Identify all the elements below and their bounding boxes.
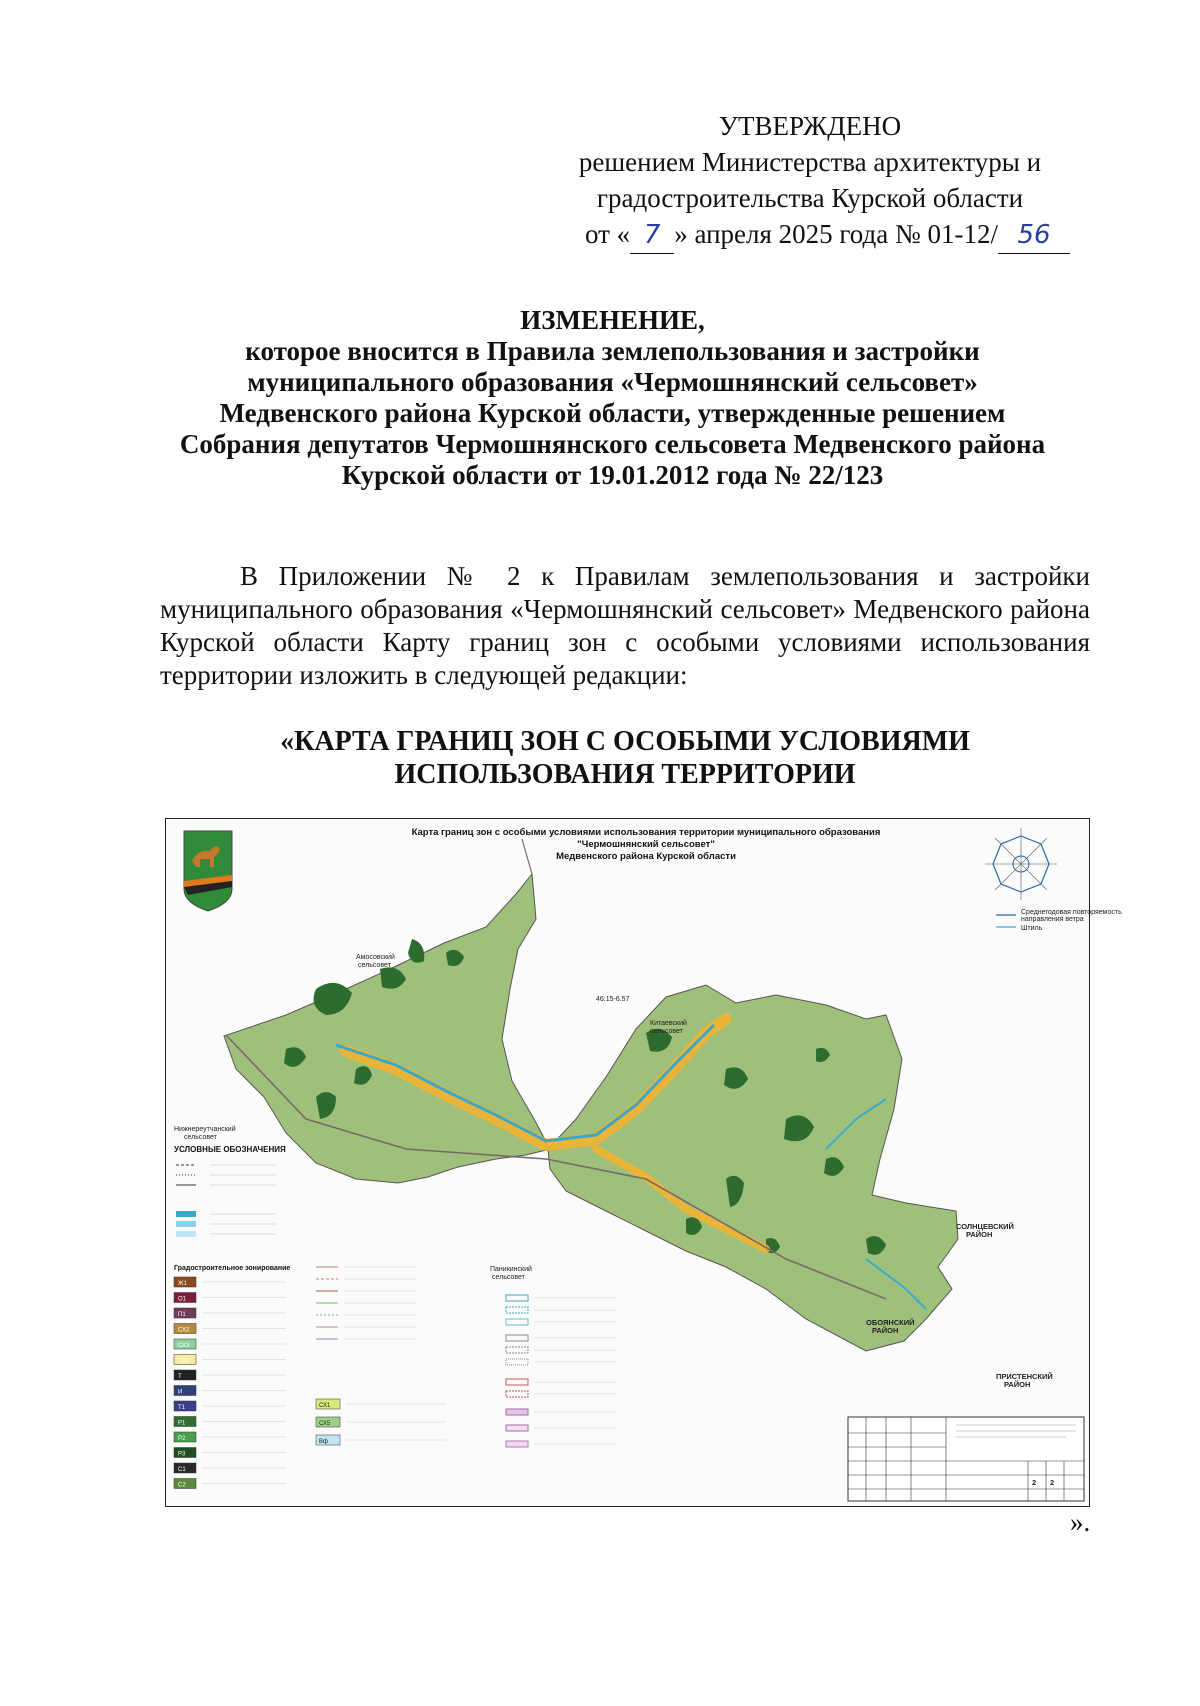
map-header-line-3: Медвенского района Курской области [556,851,736,862]
legend-zone-code: Ж1 [178,1281,187,1287]
stamp-sheet: 2 [1032,1478,1037,1487]
legend-lines [176,1165,276,1237]
territory-west [224,874,550,1183]
heading-line-1: ИЗМЕНЕНИЕ, [520,305,705,335]
heading-line-3: муниципального образования «Чермошнянский сельсовет» [247,367,978,397]
closing-quote: ». [1070,1507,1091,1537]
legend-infrastructure [316,1267,416,1339]
rose-legend-line-2: направления ветра [1021,916,1084,923]
label-cadastral: 46:15-6.57 [596,996,630,1003]
heading-line-5: Собрания депутатов Чермошнянского сельсовета Медвенского района [179,429,1046,459]
rose-legend-line-3: Штиль [1021,925,1043,932]
legend-zone-code: С2 [178,1482,186,1489]
approval-date-line [550,216,1070,254]
legend-zone-code: СХ4 [178,1358,190,1365]
legend-zone-code: Р3 [178,1451,186,1458]
approval-number-handwritten: 56 [998,217,1070,254]
legend-zone-swatches [174,1277,286,1489]
legend-restrictions [506,1295,616,1447]
legend-land-code: СХ1 [319,1403,331,1409]
label-solntsevsky: СОЛНЦЕВСКИЙ [956,1222,1014,1231]
map-drawing [166,819,1122,1506]
approval-line-1: решением Министерства архитектуры и [578,147,1042,177]
approval-date-prefix: от « [584,219,631,249]
zoning-map [165,818,1122,1507]
legend-zone-code: Р1 [178,1420,186,1427]
coat-of-arms-icon [184,831,232,911]
approval-title: УТВЕРЖДЕНО [718,111,902,141]
label-kitaevsky-selsovet: сельсовет [650,1028,683,1035]
map-title [160,725,1090,791]
heading-line-2: которое вносится в Правила землепользования и застройки [245,336,980,366]
road-north [522,839,532,874]
approval-date-middle: » апреля 2025 года № 01-12/ [674,219,998,249]
rose-legend-line-1: Среднегодовая повторяемость [1021,909,1122,916]
label-panikinsky: Паникинский [490,1266,532,1273]
wind-rose-icon [985,828,1057,900]
label-nizhnereut: Нижнереутчанский [174,1126,236,1133]
document-heading [120,305,1105,491]
legend-zone-code: О1 [178,1296,187,1303]
territory-east [548,985,958,1351]
map-title-line-2: ИСПОЛЬЗОВАНИЯ ТЕРРИТОРИИ [394,759,856,790]
legend-zone-code: Р2 [178,1436,186,1442]
legend-land-code: Вф [319,1439,328,1445]
label-amosovsky: Амосовский [356,954,395,961]
label-kitaevsky: Китаевский [650,1020,687,1027]
legend-land-code: СХ5 [319,1421,331,1427]
map-header-line-1: Карта границ зон с особыми условиями использования территории муниципального образования [411,827,881,838]
label-pristensky: ПРИСТЕНСКИЙ [996,1372,1053,1381]
label-amosovsky-selsovet: сельсовет [358,962,391,969]
legend-zone-code: СХ3 [178,1343,190,1349]
legend-zone-code: Т [178,1374,182,1380]
label-panikinsky-selsovet: сельсовет [492,1274,525,1281]
legend-zone-code: Т1 [178,1405,186,1411]
map-header-line-2: "Чермошнянский сельсовет" [577,839,715,850]
heading-line-6: Курской области от 19.01.2012 года № 22/123 [341,460,884,490]
legend-zone-code: П1 [178,1312,186,1318]
body-paragraph: В Приложении № 2 к Правилам землепользования и застройки муниципального образования «Чермошнянский сельсовет» Медвенского района Курской области Карту границ зон с особыми условиями использования территории изложить в следующей редакции: [160,561,1090,690]
label-pristensky-rayon: РАЙОН [1004,1380,1031,1389]
approval-day-handwritten: 7 [630,217,674,254]
map-title-line-1: «КАРТА ГРАНИЦ ЗОН С ОСОБЫМИ УСЛОВИЯМИ [280,726,970,757]
heading-line-4: Медвенского района Курской области, утвержденные решением [219,398,1006,428]
legend-zone-code: И [178,1389,183,1396]
label-oboyansky-rayon: РАЙОН [872,1326,899,1335]
approval-block [550,108,1070,254]
legend-title: УСЛОВНЫЕ ОБОЗНАЧЕНИЯ [174,1145,286,1154]
title-stamp [848,1417,1084,1501]
stamp-sheets: 2 [1050,1478,1055,1487]
label-solntsevsky-rayon: РАЙОН [966,1230,993,1239]
label-nizhnereut-selsovet: сельсовет [184,1134,217,1141]
legend-zone-code: СХ2 [178,1327,190,1334]
legend-zoning-title: Градостроительное зонирование [174,1265,291,1272]
legend-land-swatches [316,1399,446,1445]
legend-zone-code: С1 [178,1467,186,1473]
approval-line-2: градостроительства Курской области [596,183,1024,213]
label-oboyansky: ОБОЯНСКИЙ [866,1318,915,1327]
